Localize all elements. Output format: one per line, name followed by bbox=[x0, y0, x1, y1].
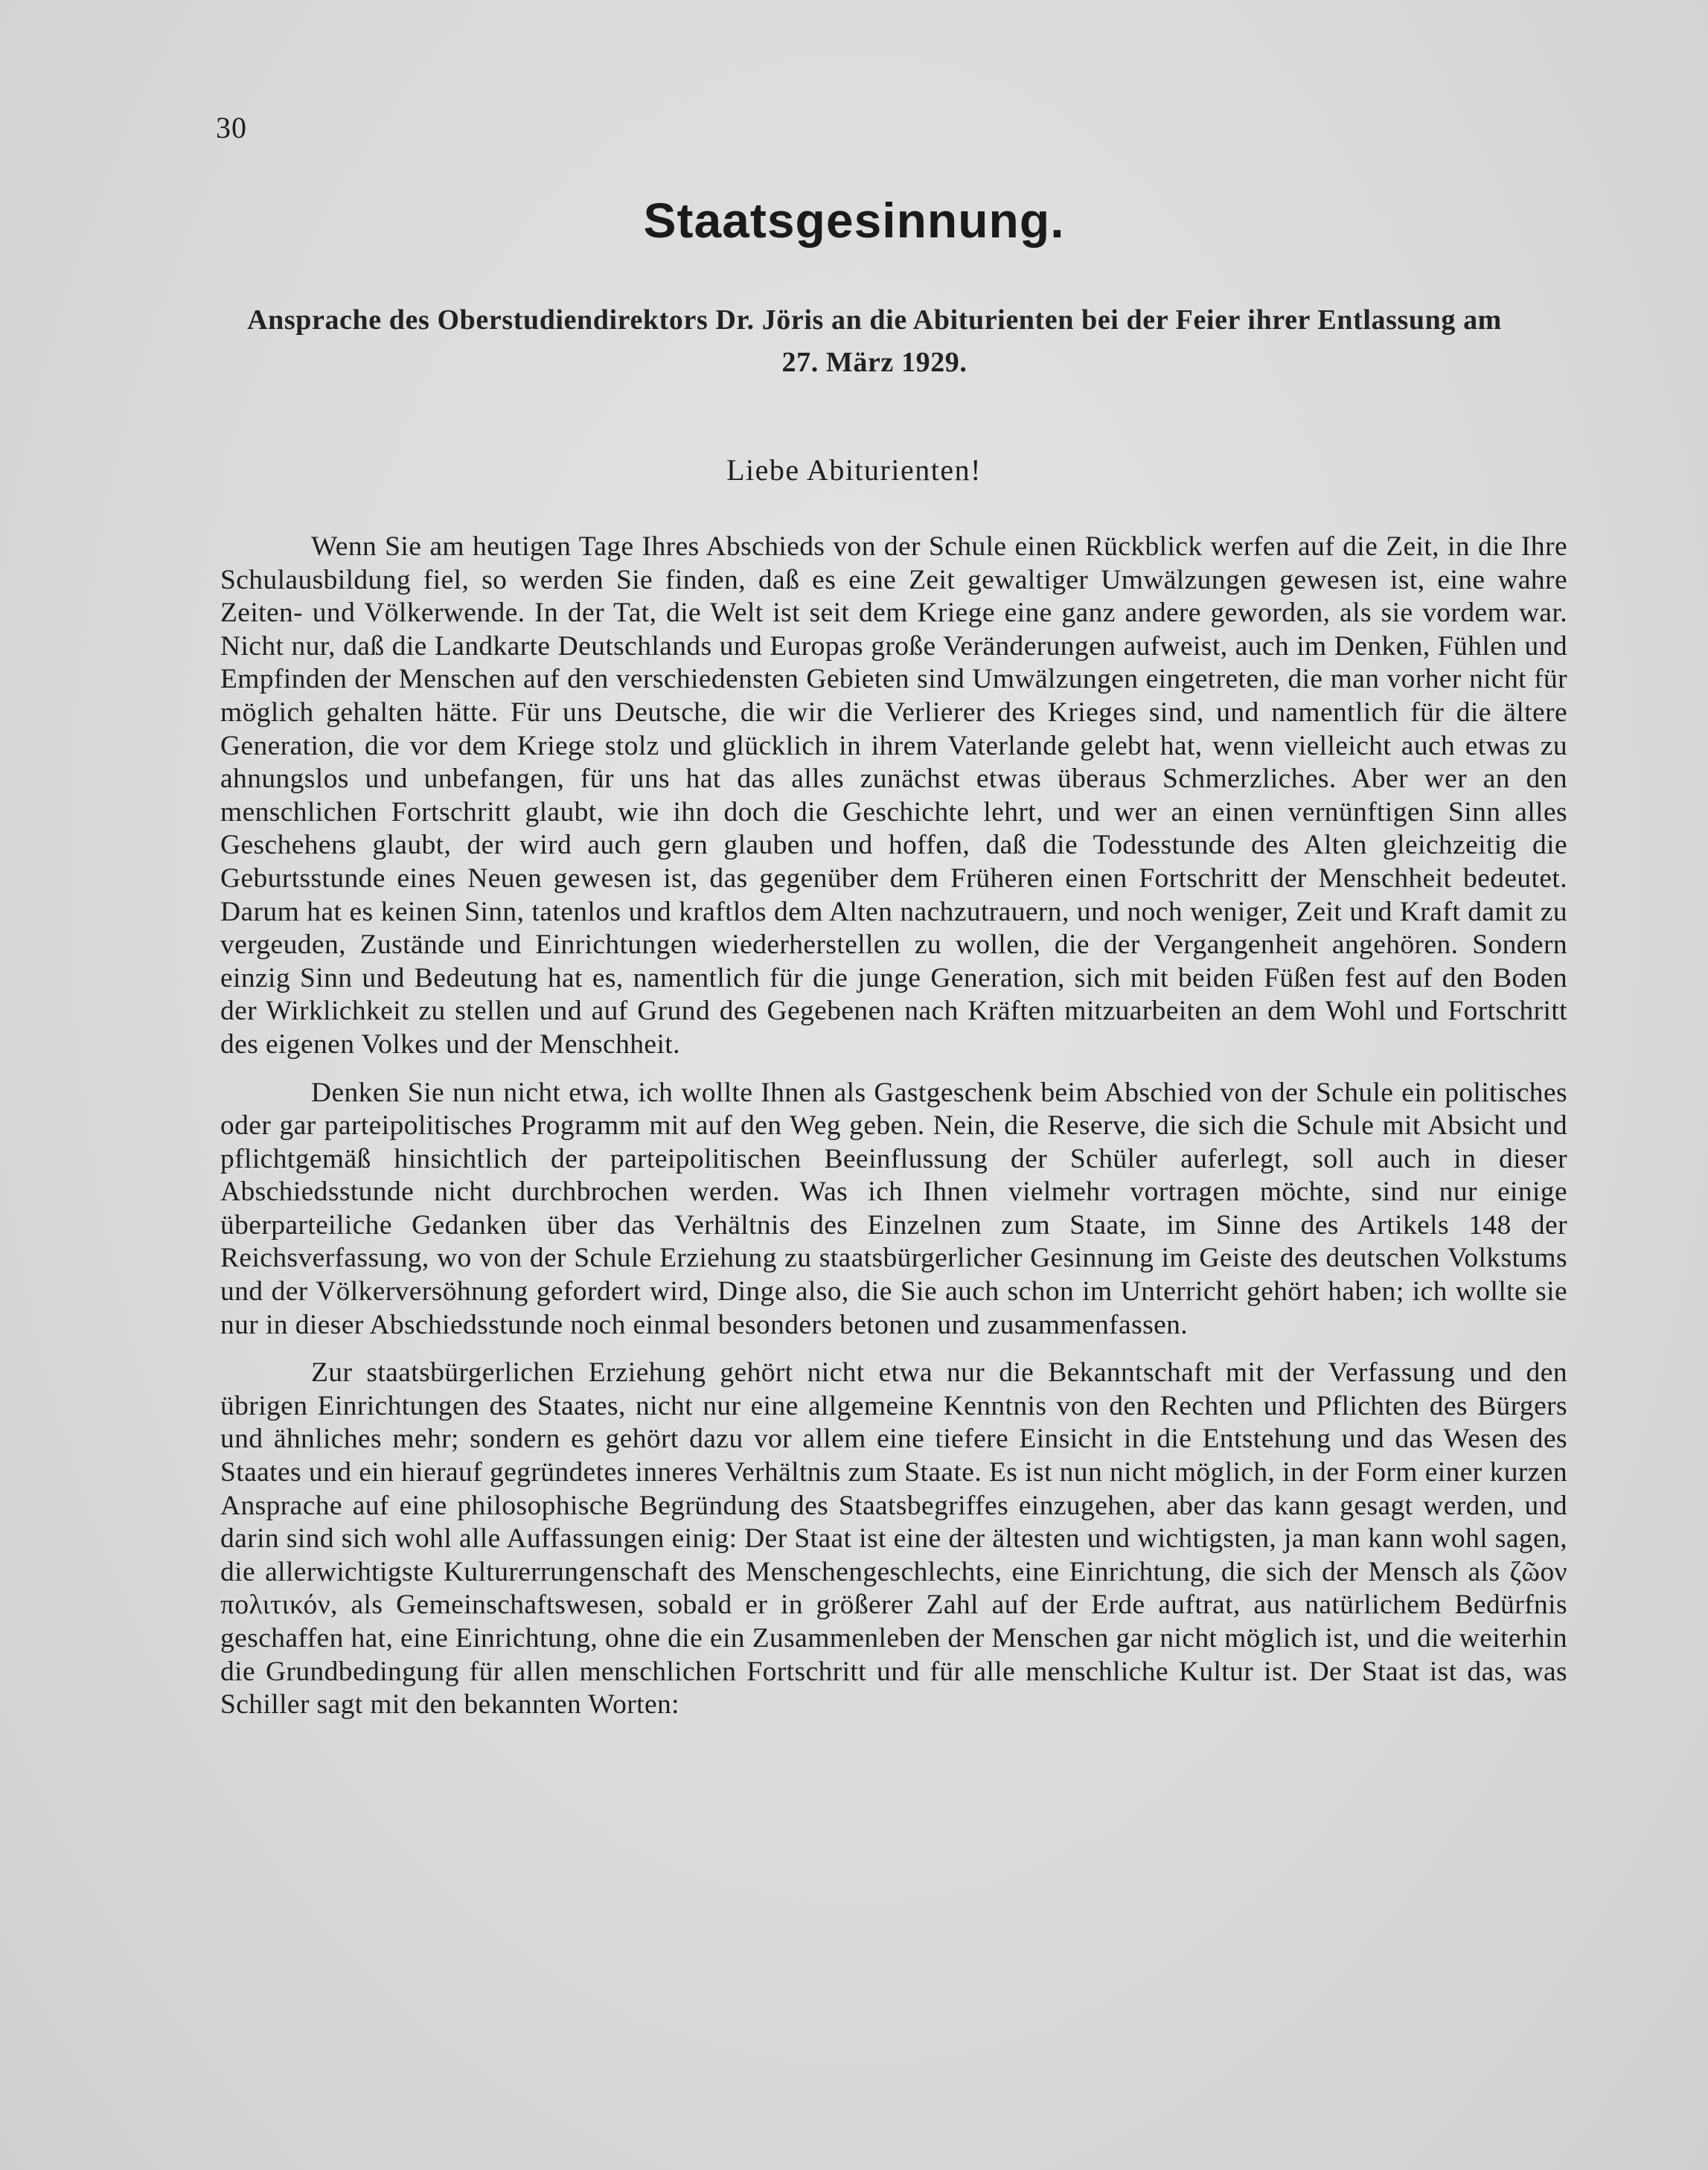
salutation: Liebe Abiturienten! bbox=[726, 453, 982, 487]
page-number: 30 bbox=[216, 111, 247, 144]
paragraph-3: Zur staatsbürgerlichen Erziehung gehört nicht etwa nur die Bekanntschaft mit der Verfassung und den übrigen Einrichtungen des Staates, nicht nur eine allgemeine Kenntnis von den Rechten und Pflichten des Bürgers und ähnliches mehr; sondern es gehört dazu vor allem eine tiefere Einsicht in die Entstehung und das Wesen des Staates und ein hierauf gegründetes inneres Verhältnis zum Staate. Es ist nun nicht möglich, in der Form einer kurzen Ansprache auf eine philosophische Begründung des Staatsbegriffes einzugehen, aber das kann gesagt werden, und darin sind sich wohl alle Auffassungen einig: Der Staat ist eine der ältesten und wichtigsten, ja man kann wohl sagen, die allerwichtigste Kulturerrungenschaft des Menschengeschlechts, eine Einrichtung, die sich der Mensch als ζῶον πολιτικόν, als Gemeinschaftswesen, sobald er in größerer Zahl auf der Erde auftrat, aus natürlichem Bedürfnis geschaffen hat, eine Einrichtung, ohne die ein Zusammenleben der Menschen gar nicht möglich ist, und die weiterhin die Grundbedingung für allen menschlichen Fortschritt und für alle menschliche Kultur ist. Der Staat ist das, was Schiller sagt mit den bekannten Worten: bbox=[220, 1357, 1567, 1721]
paragraph-2: Denken Sie nun nicht etwa, ich wollte Ihnen als Gastgeschenk beim Abschied von der Schule ein politisches oder gar parteipolitisches Programm mit auf den Weg geben. Nein, die Reserve, die sich die Schule mit Absicht und pflichtgemäß hinsichtlich der parteipolitischen Beeinflussung der Schüler auferlegt, soll auch in dieser Abschiedsstunde nicht durchbrochen werden. Was ich Ihnen vielmehr vortragen möchte, sind nur einige überparteiliche Gedanken über das Verhältnis des Einzelnen zum Staate, im Sinne des Artikels 148 der Reichsverfassung, wo von der Schule Erziehung zu staatsbürgerlicher Gesinnung im Geiste des deutschen Volkstums und der Völkerversöhnung gefordert wird, Dinge also, die Sie auch schon im Unterricht gehört haben; ich wollte sie nur in dieser Abschiedsstunde noch einmal besonders betonen und zusammenfassen. bbox=[220, 1077, 1567, 1340]
paragraph-1: Wenn Sie am heutigen Tage Ihres Abschieds von der Schule einen Rückblick werfen auf die Zeit, in die Ihre Schulausbildung fiel, so werden Sie finden, daß es eine Zeit gewaltiger Umwälzungen gewesen ist, eine wahre Zeiten- und Völkerwende. In der Tat, die Welt ist seit dem Kriege eine ganz andere geworden, als sie vordem war. Nicht nur, daß die Landkarte Deutschlands und Europas große Veränderungen aufweist, auch im Denken, Fühlen und Empfinden der Menschen auf den verschiedensten Gebieten sind Umwälzungen eingetreten, die man vorher nicht für möglich gehalten hätte. Für uns Deutsche, die wir die Verlierer des Krieges sind, und namentlich für die ältere Generation, die vor dem Kriege stolz und glücklich in ihrem Vaterlande gelebt hat, wenn vielleicht auch etwas zu ahnungslos und unbefangen, für uns hat das alles zunächst etwas überaus Schmerzliches. Aber wer an den menschlichen Fortschritt glaubt, wie ihn doch die Geschichte lehrt, und wer an einen vernünftigen Sinn alles Geschehens glaubt, der wird auch gern glauben und hoffen, daß die Todesstunde des Alten gleichzeitig die Geburtsstunde eines Neuen gewesen ist, das gegenüber dem Früheren einen Fortschritt der Menschheit bedeutet. Darum hat es keinen Sinn, tatenlos und kraftlos dem Alten nachzutrauern, und noch weniger, Zeit und Kraft damit zu vergeuden, Zustände und Einrichtungen wiederherstellen zu wollen, die der Vergangenheit angehören. Sondern einzig Sinn und Bedeutung hat es, namentlich für die junge Generation, sich mit beiden Füßen fest auf den Boden der Wirklichkeit zu stellen und auf Grund des Gegebenen nach Kräften mitzuarbeiten an dem Wohl und Fortschritt des eigenen Volkes und der Menschheit. bbox=[220, 531, 1567, 1060]
page-title: Staatsgesinnung. bbox=[643, 193, 1065, 248]
body-text bbox=[220, 531, 1567, 1722]
subtitle: Ansprache des Oberstudiendirektors Dr. Jöris an die Abiturienten bei der Feier ihrer Entlassung am 27. März 1929. bbox=[247, 304, 1502, 378]
